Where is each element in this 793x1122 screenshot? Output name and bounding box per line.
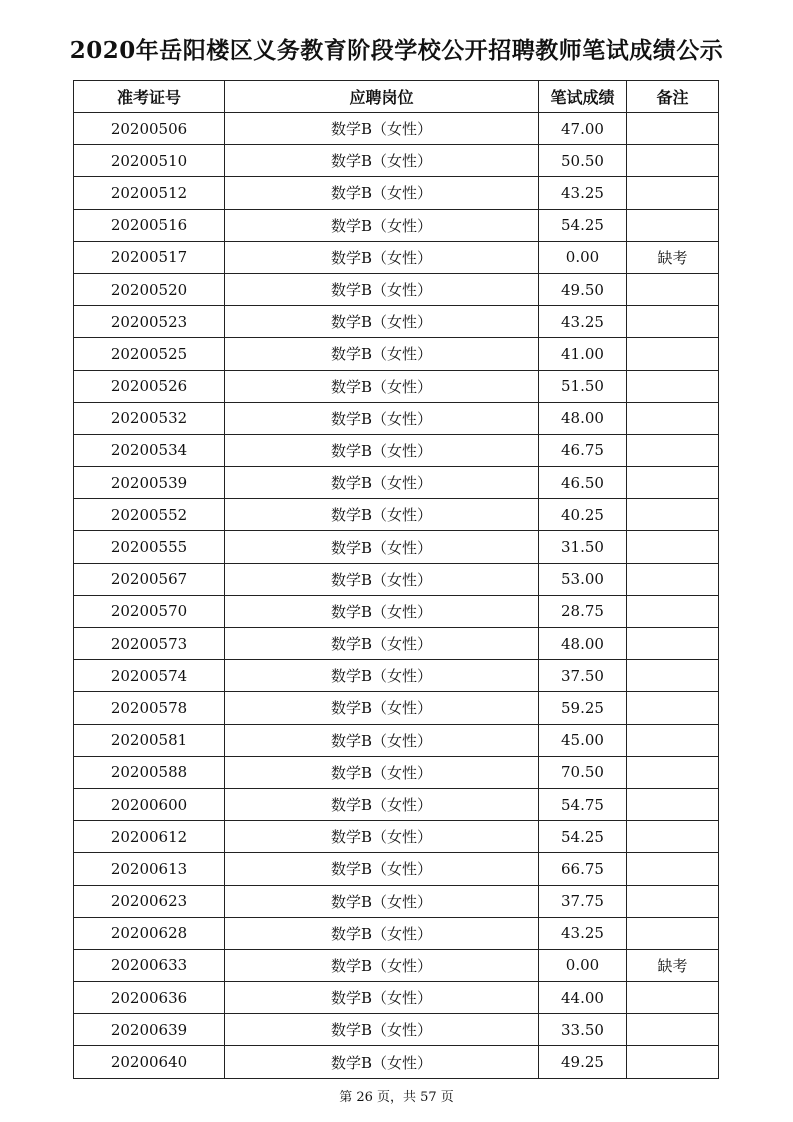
- exam-id-cell: 20200517: [74, 241, 225, 273]
- score-cell: 48.00: [539, 628, 627, 660]
- table-row: [74, 1046, 719, 1078]
- exam-id-cell: 20200526: [74, 370, 225, 402]
- exam-id-cell: 20200640: [74, 1046, 225, 1078]
- remark-cell: [627, 209, 719, 241]
- score-cell: 33.50: [539, 1014, 627, 1046]
- position-cell: 数学B（女性）: [225, 145, 539, 177]
- score-cell: 46.50: [539, 467, 627, 499]
- table-row: [74, 1014, 719, 1046]
- score-cell: 46.75: [539, 434, 627, 466]
- position-cell: 数学B（女性）: [225, 949, 539, 981]
- remark-cell: [627, 982, 719, 1014]
- table-row: [74, 531, 719, 563]
- remark-cell: [627, 467, 719, 499]
- score-cell: 43.25: [539, 306, 627, 338]
- remark-cell: [627, 692, 719, 724]
- table-row: [74, 434, 719, 466]
- exam-id-cell: 20200534: [74, 434, 225, 466]
- remark-cell: [627, 917, 719, 949]
- position-cell: 数学B（女性）: [225, 177, 539, 209]
- header-position: 应聘岗位: [225, 81, 539, 113]
- score-cell: 0.00: [539, 241, 627, 273]
- remark-cell: [627, 402, 719, 434]
- score-cell: 44.00: [539, 982, 627, 1014]
- score-cell: 41.00: [539, 338, 627, 370]
- table-row: [74, 788, 719, 820]
- table-row: [74, 821, 719, 853]
- position-cell: 数学B（女性）: [225, 660, 539, 692]
- remark-cell: [627, 885, 719, 917]
- table-row: [74, 273, 719, 305]
- table-row: [74, 982, 719, 1014]
- remark-cell: [627, 499, 719, 531]
- position-cell: 数学B（女性）: [225, 370, 539, 402]
- position-cell: 数学B（女性）: [225, 531, 539, 563]
- exam-id-cell: 20200512: [74, 177, 225, 209]
- document-title: 2020年岳阳楼区义务教育阶段学校公开招聘教师笔试成绩公示: [69, 37, 724, 64]
- position-cell: 数学B（女性）: [225, 885, 539, 917]
- position-cell: 数学B（女性）: [225, 209, 539, 241]
- score-cell: 53.00: [539, 563, 627, 595]
- score-cell: 70.50: [539, 756, 627, 788]
- exam-id-cell: 20200574: [74, 660, 225, 692]
- exam-id-cell: 20200539: [74, 467, 225, 499]
- exam-id-cell: 20200636: [74, 982, 225, 1014]
- position-cell: 数学B（女性）: [225, 788, 539, 820]
- remark-cell: [627, 853, 719, 885]
- score-cell: 37.75: [539, 885, 627, 917]
- score-cell: 48.00: [539, 402, 627, 434]
- exam-id-cell: 20200588: [74, 756, 225, 788]
- remark-cell: [627, 1046, 719, 1078]
- position-cell: 数学B（女性）: [225, 1014, 539, 1046]
- exam-id-cell: 20200532: [74, 402, 225, 434]
- remark-cell: [627, 434, 719, 466]
- table-body: [74, 113, 719, 1079]
- position-cell: 数学B（女性）: [225, 499, 539, 531]
- score-cell: 54.25: [539, 821, 627, 853]
- table-row: [74, 949, 719, 981]
- table-row: [74, 145, 719, 177]
- position-cell: 数学B（女性）: [225, 1046, 539, 1078]
- remark-cell: [627, 113, 719, 145]
- exam-id-cell: 20200623: [74, 885, 225, 917]
- exam-id-cell: 20200628: [74, 917, 225, 949]
- exam-id-cell: 20200600: [74, 788, 225, 820]
- table-row: [74, 402, 719, 434]
- remark-cell: [627, 595, 719, 627]
- exam-id-cell: 20200613: [74, 853, 225, 885]
- exam-id-cell: 20200516: [74, 209, 225, 241]
- position-cell: 数学B（女性）: [225, 692, 539, 724]
- exam-id-cell: 20200573: [74, 628, 225, 660]
- score-cell: 59.25: [539, 692, 627, 724]
- exam-id-cell: 20200570: [74, 595, 225, 627]
- exam-id-cell: 20200555: [74, 531, 225, 563]
- exam-id-cell: 20200525: [74, 338, 225, 370]
- score-cell: 31.50: [539, 531, 627, 563]
- exam-id-cell: 20200520: [74, 273, 225, 305]
- table-row: [74, 113, 719, 145]
- score-cell: 37.50: [539, 660, 627, 692]
- score-cell: 66.75: [539, 853, 627, 885]
- score-cell: 45.00: [539, 724, 627, 756]
- exam-id-cell: 20200578: [74, 692, 225, 724]
- score-cell: 51.50: [539, 370, 627, 402]
- position-cell: 数学B（女性）: [225, 402, 539, 434]
- table-row: [74, 692, 719, 724]
- remark-cell: [627, 788, 719, 820]
- score-cell: 49.25: [539, 1046, 627, 1078]
- table-row: [74, 595, 719, 627]
- remark-cell: 缺考: [627, 949, 719, 981]
- position-cell: 数学B（女性）: [225, 273, 539, 305]
- table-row: [74, 467, 719, 499]
- position-cell: 数学B（女性）: [225, 306, 539, 338]
- exam-id-cell: 20200612: [74, 821, 225, 853]
- header-exam-id: 准考证号: [74, 81, 225, 113]
- table-row: [74, 499, 719, 531]
- remark-cell: [627, 338, 719, 370]
- position-cell: 数学B（女性）: [225, 595, 539, 627]
- header-score: 笔试成绩: [539, 81, 627, 113]
- exam-id-cell: 20200633: [74, 949, 225, 981]
- score-cell: 54.75: [539, 788, 627, 820]
- position-cell: 数学B（女性）: [225, 434, 539, 466]
- position-cell: 数学B（女性）: [225, 724, 539, 756]
- position-cell: 数学B（女性）: [225, 113, 539, 145]
- position-cell: 数学B（女性）: [225, 338, 539, 370]
- position-cell: 数学B（女性）: [225, 467, 539, 499]
- remark-cell: [627, 177, 719, 209]
- table-header-row: [74, 81, 719, 113]
- position-cell: 数学B（女性）: [225, 917, 539, 949]
- remark-cell: [627, 756, 719, 788]
- score-cell: 54.25: [539, 209, 627, 241]
- table-row: [74, 756, 719, 788]
- remark-cell: [627, 1014, 719, 1046]
- table-row: [74, 306, 719, 338]
- position-cell: 数学B（女性）: [225, 756, 539, 788]
- position-cell: 数学B（女性）: [225, 241, 539, 273]
- remark-cell: [627, 306, 719, 338]
- table-row: [74, 853, 719, 885]
- header-remark: 备注: [627, 81, 719, 113]
- position-cell: 数学B（女性）: [225, 563, 539, 595]
- remark-cell: [627, 821, 719, 853]
- score-cell: 0.00: [539, 949, 627, 981]
- score-cell: 43.25: [539, 917, 627, 949]
- table-row: [74, 241, 719, 273]
- remark-cell: 缺考: [627, 241, 719, 273]
- table-row: [74, 177, 719, 209]
- position-cell: 数学B（女性）: [225, 628, 539, 660]
- table-row: [74, 660, 719, 692]
- exam-id-cell: 20200523: [74, 306, 225, 338]
- remark-cell: [627, 273, 719, 305]
- table-row: [74, 370, 719, 402]
- exam-id-cell: 20200567: [74, 563, 225, 595]
- exam-id-cell: 20200510: [74, 145, 225, 177]
- table-row: [74, 209, 719, 241]
- remark-cell: [627, 145, 719, 177]
- score-cell: 28.75: [539, 595, 627, 627]
- position-cell: 数学B（女性）: [225, 982, 539, 1014]
- table-row: [74, 563, 719, 595]
- exam-id-cell: 20200581: [74, 724, 225, 756]
- page-footer: 第 26 页，共 57 页: [339, 1090, 454, 1105]
- exam-id-cell: 20200552: [74, 499, 225, 531]
- score-cell: 43.25: [539, 177, 627, 209]
- remark-cell: [627, 370, 719, 402]
- position-cell: 数学B（女性）: [225, 853, 539, 885]
- position-cell: 数学B（女性）: [225, 821, 539, 853]
- remark-cell: [627, 628, 719, 660]
- score-table: [73, 80, 719, 1079]
- table-row: [74, 885, 719, 917]
- table-row: [74, 338, 719, 370]
- score-cell: 50.50: [539, 145, 627, 177]
- exam-id-cell: 20200506: [74, 113, 225, 145]
- remark-cell: [627, 724, 719, 756]
- score-cell: 47.00: [539, 113, 627, 145]
- table-row: [74, 917, 719, 949]
- table-row: [74, 724, 719, 756]
- remark-cell: [627, 531, 719, 563]
- remark-cell: [627, 563, 719, 595]
- remark-cell: [627, 660, 719, 692]
- score-cell: 40.25: [539, 499, 627, 531]
- table-row: [74, 628, 719, 660]
- score-cell: 49.50: [539, 273, 627, 305]
- exam-id-cell: 20200639: [74, 1014, 225, 1046]
